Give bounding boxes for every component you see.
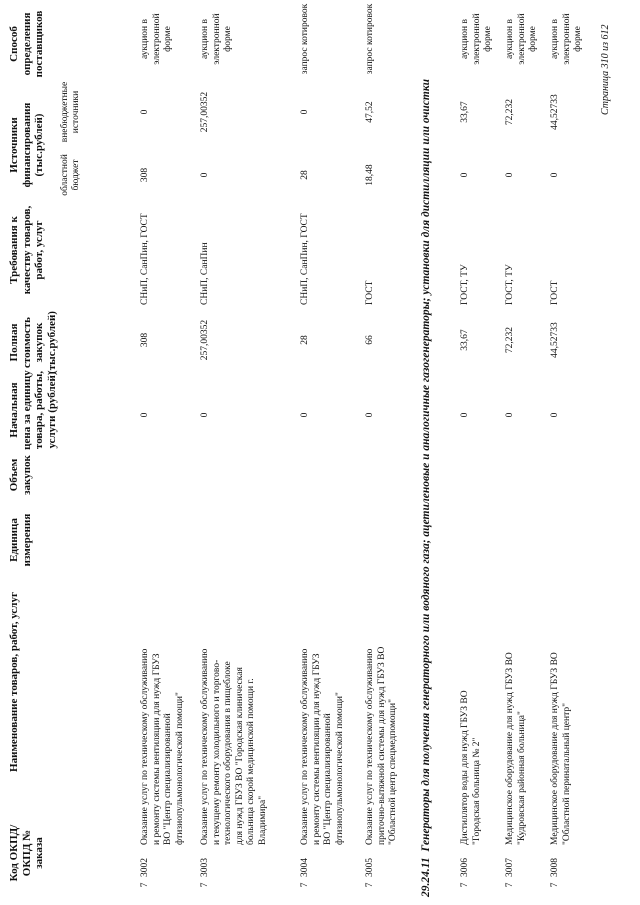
row-regional: 18,48 — [365, 164, 375, 186]
row-extra: 44,52733 — [550, 94, 560, 130]
row-code: 3004 — [300, 858, 310, 877]
row-price: 0 — [460, 412, 470, 418]
row-name: Медицинское оборудование для нужд ГБУЗ ВО "Кудровская районная больница" — [505, 652, 527, 845]
row-cost: 33,67 — [460, 329, 470, 351]
header-method: Способ определения поставщиков — [8, 10, 45, 78]
section-text: Генераторы для получения генераторного или водяного газа; ацетиленовые и аналогичные газогенераторы; установки для дистилляции или очистки — [420, 78, 432, 852]
row-price: 0 — [300, 412, 310, 418]
row-req: СНиП, СанПин, ГОСТ — [300, 213, 310, 305]
row-cost: 308 — [140, 332, 150, 348]
row-regional: 0 — [505, 172, 515, 178]
row-price: 0 — [140, 412, 150, 418]
row-regional: 0 — [200, 172, 210, 178]
row-name: Оказание услуг по техническому обслуживанию и текущему ремонту холодильного и торгово-технологического оборудования в пищеблоке для нужд ГБУЗ ВО "Городская клиническая больница скорой медицинской помощи г. Владимира" — [200, 648, 268, 845]
row-code: 3006 — [460, 858, 470, 877]
header-full-cost: Полная стоимость закупок (тыс.рублей) — [8, 311, 58, 374]
row-extra: 72,232 — [505, 98, 515, 126]
row-req: СНиП, СанПин — [200, 242, 210, 305]
row-prefix: 7 — [505, 882, 515, 888]
header-name: Наименование товаров, работ, услуг — [8, 592, 20, 772]
header-init-price: Начальная цена за единицу товара, работы, услуги (рублей) — [8, 370, 58, 450]
row-code: 3008 — [550, 858, 560, 877]
row-extra: 0 — [140, 109, 150, 115]
row-regional: 0 — [550, 172, 560, 178]
row-prefix: 7 — [460, 882, 470, 888]
row-cost: 72,232 — [505, 326, 515, 354]
row-method: аукцион в электронной форме — [505, 13, 538, 65]
row-method: запрос котировок — [300, 3, 310, 75]
row-prefix: 7 — [300, 882, 310, 888]
row-cost: 28 — [300, 335, 310, 345]
row-cost: 66 — [365, 335, 375, 345]
section-title — [420, 2, 433, 897]
row-cost: 257,00352 — [200, 319, 210, 361]
row-code: 3005 — [365, 858, 375, 877]
row-price: 0 — [550, 412, 560, 418]
header-src-regional: областной бюджет — [60, 154, 81, 196]
row-code: 3007 — [505, 858, 515, 877]
row-prefix: 7 — [550, 882, 560, 888]
header-src-extra: внебюджетные источники — [60, 81, 81, 143]
header-volume: Объем закупок — [8, 455, 33, 495]
row-name: Оказание услуг по техническому обслуживанию и ремонту системы вентиляции для нужд ГБУЗ ВО "Центр специализированной фтизиопульмонологической помощи" — [300, 648, 345, 845]
row-name: Оказание услуг по техническому обслуживанию приточно-вытяжной системы для нужд ГБУЗ ВО "Областной центр спецмедпомощи" — [365, 646, 398, 845]
header-sources: Источники финансирования (тыс.рублей) — [8, 102, 45, 188]
row-cost: 44,52733 — [550, 322, 560, 358]
row-extra: 0 — [300, 109, 310, 115]
row-name: Медицинское оборудование для нужд ГБУЗ ВО "Областной перинатальный центр" — [550, 652, 572, 845]
row-prefix: 7 — [200, 882, 210, 888]
row-extra: 33,67 — [460, 101, 470, 123]
row-price: 0 — [365, 412, 375, 418]
row-extra: 257,00352 — [200, 91, 210, 133]
row-price: 0 — [505, 412, 515, 418]
row-method: аукцион в электронной форме — [460, 13, 493, 65]
row-code: 3003 — [200, 858, 210, 877]
page-footer: Страница 310 из 612 — [600, 24, 611, 115]
header-requirements: Требования к качеству товаров, работ, услуг — [8, 205, 45, 295]
row-req: ГОСТ — [365, 280, 375, 305]
row-method: аукцион в электронной форме — [140, 13, 173, 65]
row-req: ГОСТ, ТУ — [505, 264, 515, 305]
row-regional: 28 — [300, 170, 310, 180]
row-name: Оказание услуг по техническому обслуживанию и ремонту системы вентиляции для нужд ГБУЗ ВО "Центр специализированной фтизиопульмонологической помощи" — [140, 648, 185, 845]
row-method: аукцион в электронной форме — [200, 13, 233, 65]
row-method: аукцион в электронной форме — [550, 13, 583, 65]
row-req: ГОСТ, ТУ — [460, 264, 470, 305]
row-regional: 308 — [140, 167, 150, 183]
row-prefix: 7 — [365, 882, 375, 888]
row-req: СНиП, СанПин, ГОСТ — [140, 213, 150, 305]
row-price: 0 — [200, 412, 210, 418]
row-code: 3002 — [140, 858, 150, 877]
header-unit: Единица измерения — [8, 513, 33, 567]
row-extra: 47,52 — [365, 101, 375, 123]
row-method: запрос котировок — [365, 3, 375, 75]
row-regional: 0 — [460, 172, 470, 178]
section-code: 29.24.11 — [420, 857, 432, 897]
row-prefix: 7 — [140, 882, 150, 888]
row-req: ГОСТ — [550, 280, 560, 305]
header-code: Код ОКПД/ ОКПД № заказа — [8, 824, 45, 882]
row-name: Дистиллятор воды для нужд ГБУЗ ВО "Городская больница № 2" — [460, 690, 482, 845]
